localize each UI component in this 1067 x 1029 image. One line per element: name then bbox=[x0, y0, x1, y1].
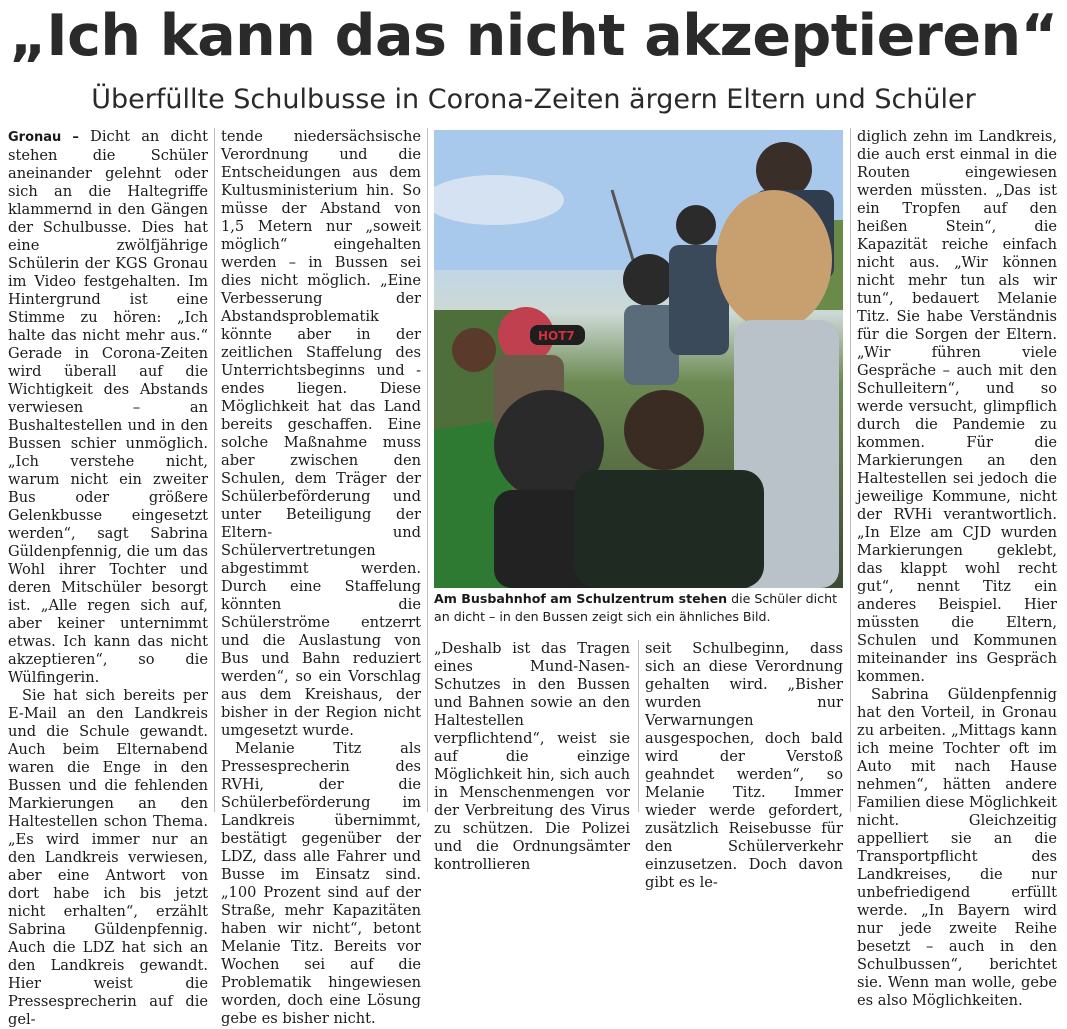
column-rule bbox=[638, 640, 639, 812]
article-column-4 bbox=[645, 640, 843, 891]
article-column-2 bbox=[221, 128, 421, 1027]
photo-caption: Am Busbahnhof am Schulzentrum stehen die Schüler dicht an dicht – in den Bussen zeigt sich ein ähnliches Bild. bbox=[434, 591, 838, 624]
bus-station-photo bbox=[434, 130, 843, 588]
article-column-5 bbox=[857, 128, 1057, 1009]
paragraph: „Deshalb ist das Tragen eines Mund-Nasen-Schutzes in den Bussen und Bahnen sowie an den Haltestellen verpflichtend“, weist sie auf die einzige Möglichkeit hin, sich auch in Menschenmengen vor der Verbreitung des Virus zu schützen. Die Polizei und die Ordnungsämter kontrollieren bbox=[434, 640, 630, 873]
paragraph: tende niedersächsische Verordnung und die Entscheidungen aus dem Kultusministerium hin. So müsse der Abstand von 1,5 Metern nur „soweit möglich“ eingehalten werden – in Bussen sei dies nicht möglich. „Eine Verbesserung der Abstandsproblematik könnte aber in der zeitlichen Staffelung des Unterrichtsbeginns und -endes liegen. Diese Möglichkeit hat das Land bereits geschaffen. Eine solche Maßnahme muss aber zwischen den Schulen, dem Träger der Schülerbeförderung und unter Beteiligung der Eltern- und Schülervertretungen abgestimmt werden. Durch eine Staffelung könnten die Schülerströme entzerrt und die Auslastung von Bus und Bahn reduziert werden“, so ein Vorschlag aus dem Kreishaus, der bisher in der Region nicht umgesetzt wurde. bbox=[221, 128, 421, 739]
students-crowd-image bbox=[434, 130, 843, 588]
dateline: Gronau – bbox=[8, 130, 79, 145]
paragraph: seit Schulbeginn, dass sich an diese Verordnung gehalten wird. „Bisher wurden nur Verwarnungen ausgespochen, doch bald wird der Verstoß geahndet werden“, so Melanie Titz. Immer wieder werde gefordert, zusätzlich Reisebusse für den Schülerverkehr einzusetzen. Doch davon gibt es le- bbox=[645, 640, 843, 891]
article-column-1 bbox=[8, 128, 208, 1028]
subheadline: Überfüllte Schulbusse in Corona-Zeiten ärgern Eltern und Schüler bbox=[91, 84, 976, 115]
paragraph: Sie hat sich bereits per E-Mail an den Landkreis und die Schule gewandt. Auch beim Elternabend waren die Enge in den Bussen und die fehlenden Markierungen an den Haltestellen schon Thema. „Es wird immer nur an den Landkreis verwiesen, aber eine Antwort von dort habe ich bis jetzt nicht erhalten“, erzählt Sabrina Güldenpfennig. Auch die LDZ hat sich an den Landkreis gewandt. Hier weist die Pressesprecherin auf die gel- bbox=[8, 687, 208, 1028]
headline: „Ich kann das nicht akzeptieren“ bbox=[9, 3, 1058, 69]
paragraph: diglich zehn im Landkreis, die auch erst einmal in die Routen eingewiesen werden müssten. „Das ist ein Tropfen auf den heißen Stein“, die Kapazität reiche einfach nicht aus. „Wir können nicht mehr tun als wir tun“, bedauert Melanie Titz. Sie habe Verständnis für die Sorgen der Eltern. „Wir führen viele Gespräche – auch mit den Schulleitern“, und so werde versucht, glimpflich durch die Pandemie zu kommen. Für die Markierungen an den Haltestellen sei jedoch die jeweilige Kommune, nicht der RVHi verantwortlich. „In Elze am CJD wurden Markierungen geklebt, das klappt wohl recht gut“, nennt Titz ein anderes Beispiel. Hier müssten die Eltern, Schulen und Kommunen miteinander ins Gespräch kommen. bbox=[857, 128, 1057, 685]
paragraph: Sabrina Güldenpfennig hat den Vorteil, in Gronau zu arbeiten. „Mittags kann ich meine Tochter oft im Auto mit nach Hause nehmen“, hätten andere Familien diese Möglichkeit nicht. Gleichzeitig appelliert sie an die Transportpflicht des Landkreises, die nur unbefriedigend erfüllt werde. „In Bayern wird nur jede zweite Reihe besetzt – auch in den Schulbussen“, berichtet sie. Wenn man wolle, gebe es also Möglichkeiten. bbox=[857, 686, 1057, 1009]
column-rule bbox=[427, 128, 428, 812]
article-column-3 bbox=[434, 640, 630, 873]
cap-logo-text: HOT7 bbox=[538, 329, 575, 343]
paragraph: Gronau – Dicht an dicht stehen die Schüler aneinander gelehnt oder sich an die Haltegriffe klammernd in den Gängen der Schulbusse. Dies hat eine zwölfjährige Schülerin der KGS Gronau im Video festgehalten. Im Hintergrund ist eine Stimme zu hören: „Ich halte das nicht mehr aus.“ Gerade in Corona-Zeiten wird überall auf die Wichtigkeit des Abstands verwiesen – an Bushaltestellen und in den Bussen schier unmöglich. „Ich verstehe nicht, warum nicht ein zweiter Bus oder größere Gelenkbusse eingesetzt werden“, sagt Sabrina Güldenpfennig, die um das Wohl ihrer Tochter und deren Mitschüler besorgt ist. „Alle regen sich auf, aber keiner unternimmt etwas. Ich kann das nicht akzeptieren“, so die Wülfingerin. bbox=[8, 128, 208, 686]
column-rule bbox=[214, 128, 215, 812]
paragraph: Melanie Titz als Pressesprecherin des RVHi, der die Schülerbeförderung im Landkreis übernimmt, bestätigt gegenüber der LDZ, dass alle Fahrer und Busse im Einsatz sind. „100 Prozent sind auf der Straße, mehr Kapazitäten haben wir nicht“, betont Melanie Titz. Bereits vor Wochen sei auf die Problematik hingewiesen worden, doch eine Lösung gebe es bisher nicht. bbox=[221, 740, 421, 1027]
column-rule bbox=[850, 128, 851, 812]
